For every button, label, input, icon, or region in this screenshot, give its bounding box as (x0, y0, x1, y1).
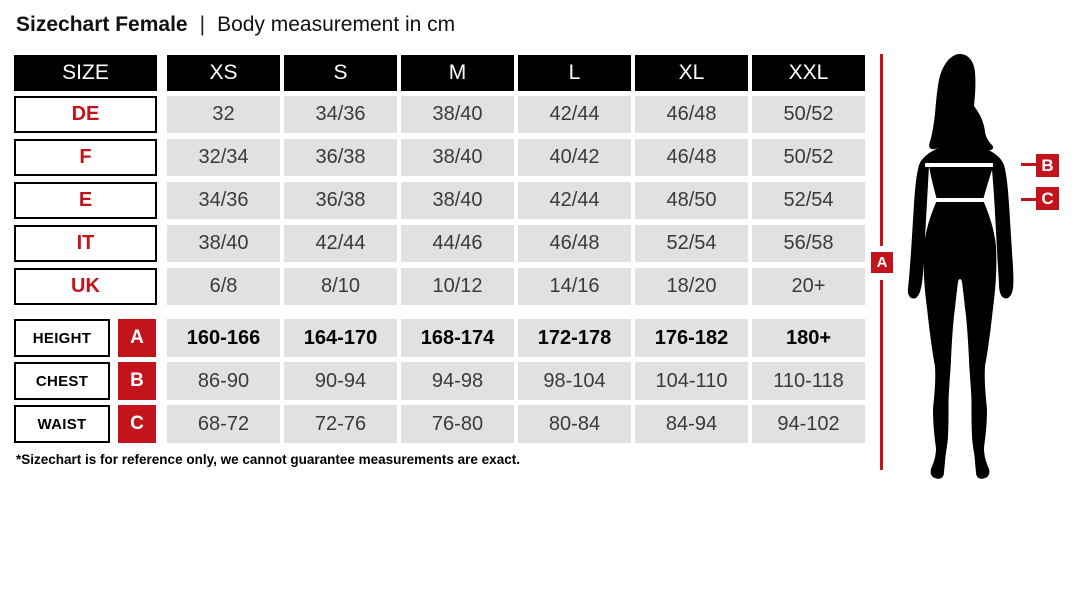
size-cell: 18/20 (635, 268, 748, 305)
measure-label-chest: CHEST (14, 362, 110, 400)
measure-rows-section (14, 319, 874, 443)
size-cell: 38/40 (401, 182, 514, 219)
waist-band-line (935, 198, 984, 202)
row-label-it: IT (14, 225, 157, 262)
marker-a-cell: A (118, 319, 156, 357)
size-cell: 34/36 (284, 96, 397, 133)
header-cell-xl: XL (635, 55, 748, 91)
measure-cell: 94-102 (752, 405, 865, 443)
title-subtitle: Body measurement in cm (217, 13, 456, 36)
size-cell: 10/12 (401, 268, 514, 305)
size-row-de (14, 96, 874, 133)
size-rows-section (14, 96, 874, 305)
header-cell-s: S (284, 55, 397, 91)
size-cell: 50/52 (752, 139, 865, 176)
size-cell: 46/48 (635, 139, 748, 176)
measure-cell: 86-90 (167, 362, 280, 400)
header-cell-xxl: XXL (752, 55, 865, 91)
height-line-lower (880, 280, 883, 470)
size-cell: 14/16 (518, 268, 631, 305)
measure-cell: 172-178 (518, 319, 631, 357)
size-cell: 44/46 (401, 225, 514, 262)
female-silhouette (898, 52, 1038, 482)
header-cell-xs: XS (167, 55, 280, 91)
header-cell-size: SIZE (14, 55, 157, 91)
marker-a-badge: A (871, 252, 893, 273)
marker-b-badge: B (1036, 154, 1059, 177)
size-row-e (14, 182, 874, 219)
row-label-de: DE (14, 96, 157, 133)
measure-cell: 164-170 (284, 319, 397, 357)
size-cell: 34/36 (167, 182, 280, 219)
measure-cell: 110-118 (752, 362, 865, 400)
size-cell: 46/48 (635, 96, 748, 133)
measure-row-waist (14, 405, 874, 443)
title-separator: | (199, 13, 206, 36)
measure-cell: 84-94 (635, 405, 748, 443)
size-cell: 48/50 (635, 182, 748, 219)
chest-band-line (925, 163, 993, 167)
size-cell: 6/8 (167, 268, 280, 305)
title-main: Sizechart Female (16, 13, 188, 36)
measure-cell: 168-174 (401, 319, 514, 357)
row-label-uk: UK (14, 268, 157, 305)
measure-label-height: HEIGHT (14, 319, 110, 357)
measure-cell: 104-110 (635, 362, 748, 400)
size-cell: 36/38 (284, 139, 397, 176)
size-cell: 52/54 (752, 182, 865, 219)
size-cell: 32/34 (167, 139, 280, 176)
footnote: *Sizechart is for reference only, we cannot guarantee measurements are exact. (16, 452, 520, 467)
marker-c-cell: C (118, 405, 156, 443)
size-cell: 38/40 (401, 139, 514, 176)
measure-cell: 76-80 (401, 405, 514, 443)
measure-cell: 72-76 (284, 405, 397, 443)
size-cell: 46/48 (518, 225, 631, 262)
table-header-row (14, 55, 874, 91)
marker-b-cell: B (118, 362, 156, 400)
size-row-f (14, 139, 874, 176)
header-cell-m: M (401, 55, 514, 91)
measure-row-height (14, 319, 874, 357)
size-row-uk (14, 268, 874, 305)
size-cell: 42/44 (284, 225, 397, 262)
size-cell: 8/10 (284, 268, 397, 305)
size-cell: 32 (167, 96, 280, 133)
measure-cell: 98-104 (518, 362, 631, 400)
size-cell: 36/38 (284, 182, 397, 219)
size-cell: 38/40 (167, 225, 280, 262)
header-cell-l: L (518, 55, 631, 91)
size-cell: 52/54 (635, 225, 748, 262)
measure-cell: 68-72 (167, 405, 280, 443)
size-cell: 38/40 (401, 96, 514, 133)
size-cell: 50/52 (752, 96, 865, 133)
size-cell: 40/42 (518, 139, 631, 176)
page-title (16, 13, 455, 37)
size-cell: 56/58 (752, 225, 865, 262)
measure-cell: 94-98 (401, 362, 514, 400)
measure-cell: 176-182 (635, 319, 748, 357)
measure-cell: 90-94 (284, 362, 397, 400)
size-row-it (14, 225, 874, 262)
measure-cell: 180+ (752, 319, 865, 357)
size-cell: 42/44 (518, 182, 631, 219)
size-cell: 20+ (752, 268, 865, 305)
marker-c-badge: C (1036, 187, 1059, 210)
measure-cell: 80-84 (518, 405, 631, 443)
size-chart-table (14, 55, 874, 448)
row-label-f: F (14, 139, 157, 176)
row-label-e: E (14, 182, 157, 219)
size-cell: 42/44 (518, 96, 631, 133)
measure-cell: 160-166 (167, 319, 280, 357)
measure-row-chest (14, 362, 874, 400)
height-line-upper (880, 54, 883, 246)
measure-label-waist: WAIST (14, 405, 110, 443)
